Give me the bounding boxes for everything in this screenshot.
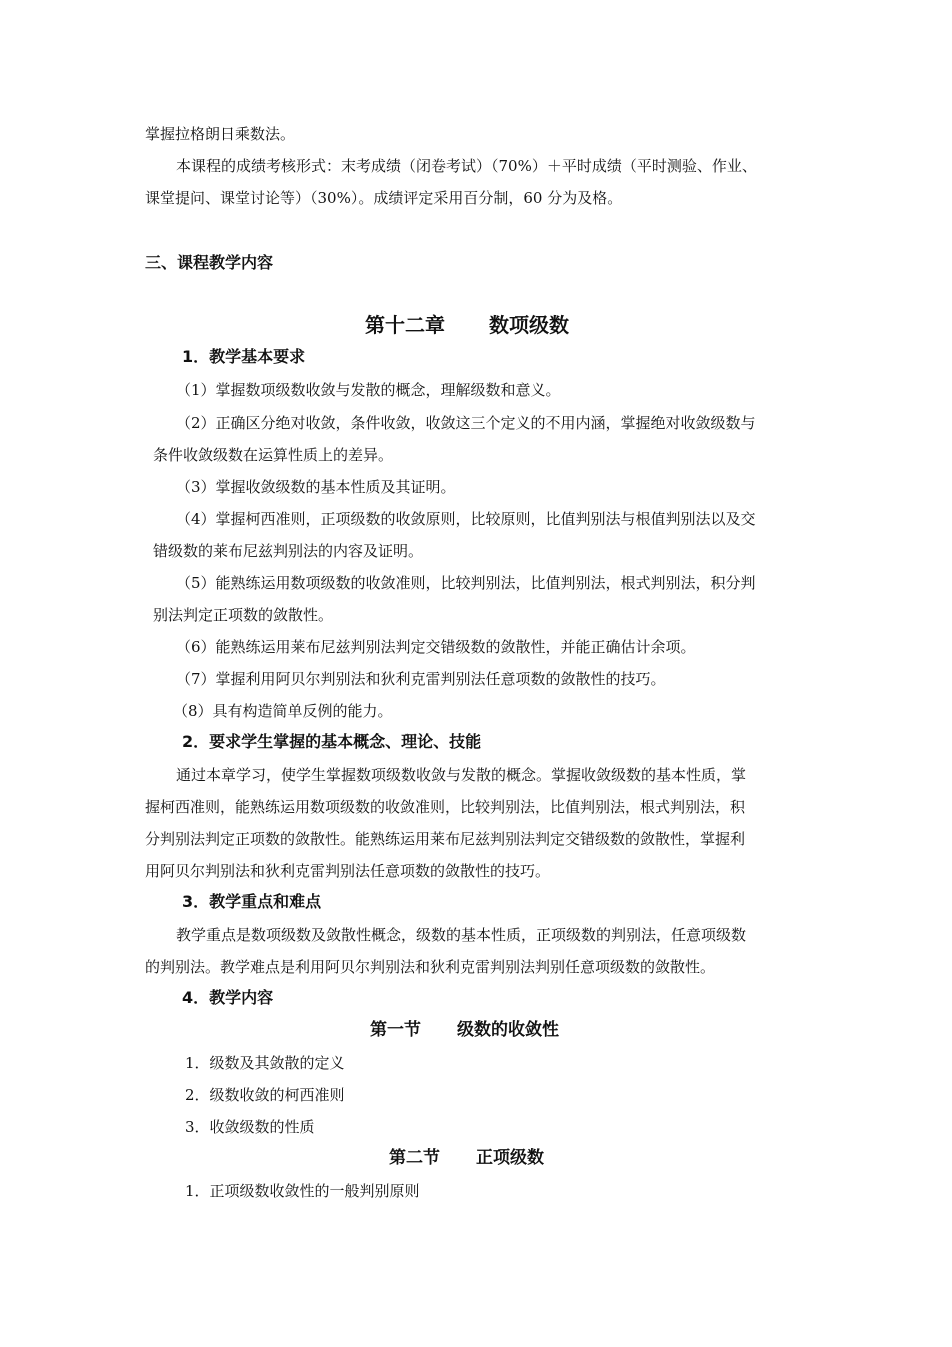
section1-title: 级数的收敛性: [457, 1020, 559, 1040]
list-item: （1）掌握数项级数收敛与发散的概念，理解级数和意义。: [176, 381, 561, 399]
part4-heading: 4．教学内容: [182, 988, 274, 1007]
list-item: （4）掌握柯西准则，正项级数的收敛原则，比较原则，比值判别法与根值判别法以及交: [176, 510, 756, 528]
paragraph-line: 分判别法判定正项数的敛散性。能熟练运用莱布尼兹判别法判定交错级数的敛散性，掌握利: [145, 830, 746, 848]
list-item: 1．正项级数收敛性的一般判别原则: [185, 1182, 420, 1200]
list-item-continuation: 条件收敛级数在运算性质上的差异。: [153, 446, 394, 464]
section1-heading: [370, 1020, 559, 1040]
list-item: （6）能熟练运用莱布尼兹判别法判定交错级数的敛散性，并能正确估计余项。: [176, 638, 696, 656]
list-item-continuation: 错级数的莱布尼兹判别法的内容及证明。: [153, 542, 424, 560]
list-item: （5）能熟练运用数项级数的收敛准则，比较判别法，比值判别法，根式判别法，积分判: [176, 574, 756, 592]
section2-heading: [389, 1148, 544, 1168]
list-item: 2．级数收敛的柯西准则: [185, 1086, 345, 1104]
part3-heading: 3．教学重点和难点: [182, 892, 322, 911]
paragraph-line: 握柯西准则，能熟练运用数项级数的收敛准则，比较判别法，比值判别法，根式判别法，积: [145, 798, 746, 816]
list-item-continuation: 别法判定正项数的敛散性。: [153, 606, 334, 624]
section2-number: 第二节: [389, 1148, 440, 1168]
section-title: 三、课程教学内容: [145, 253, 274, 272]
list-item: （2）正确区分绝对收敛，条件收敛，收敛这三个定义的不用内涵，掌握绝对收敛级数与: [176, 414, 756, 432]
intro-line: 掌握拉格朗日乘数法。: [145, 125, 296, 143]
list-item: 3．收敛级数的性质: [185, 1118, 315, 1136]
list-item: （7）掌握利用阿贝尔判别法和狄利克雷判别法任意项数的敛散性的技巧。: [176, 670, 666, 688]
list-item: （8）具有构造简单反例的能力。: [173, 702, 393, 720]
assessment-line-1: 本课程的成绩考核形式：末考成绩（闭卷考试）（70%）＋平时成绩（平时测验、作业、: [176, 157, 757, 175]
chapter-number: 第十二章: [365, 313, 445, 337]
chapter-heading: [365, 312, 569, 338]
paragraph-line: 用阿贝尔判别法和狄利克雷判别法任意项数的敛散性的技巧。: [145, 862, 551, 880]
chapter-title: 数项级数: [489, 313, 569, 337]
paragraph-line: 教学重点是数项级数及敛散性概念，级数的基本性质，正项级数的判别法，任意项级数: [176, 926, 747, 944]
paragraph-line: 通过本章学习，使学生掌握数项级数收敛与发散的概念。掌握收敛级数的基本性质，掌: [176, 766, 747, 784]
part2-heading: 2．要求学生掌握的基本概念、理论、技能: [182, 732, 482, 751]
list-item: （3）掌握收敛级数的基本性质及其证明。: [176, 478, 456, 496]
paragraph-line: 的判别法。教学难点是利用阿贝尔判别法和狄利克雷判别法判别任意项级数的敛散性。: [145, 958, 716, 976]
part1-heading: 1．教学基本要求: [182, 347, 306, 366]
assessment-line-2: 课堂提问、课堂讨论等）（30%）。成绩评定采用百分制，60 分为及格。: [145, 189, 623, 207]
section1-number: 第一节: [370, 1020, 421, 1040]
section2-title: 正项级数: [476, 1148, 544, 1168]
list-item: 1．级数及其敛散的定义: [185, 1054, 345, 1072]
